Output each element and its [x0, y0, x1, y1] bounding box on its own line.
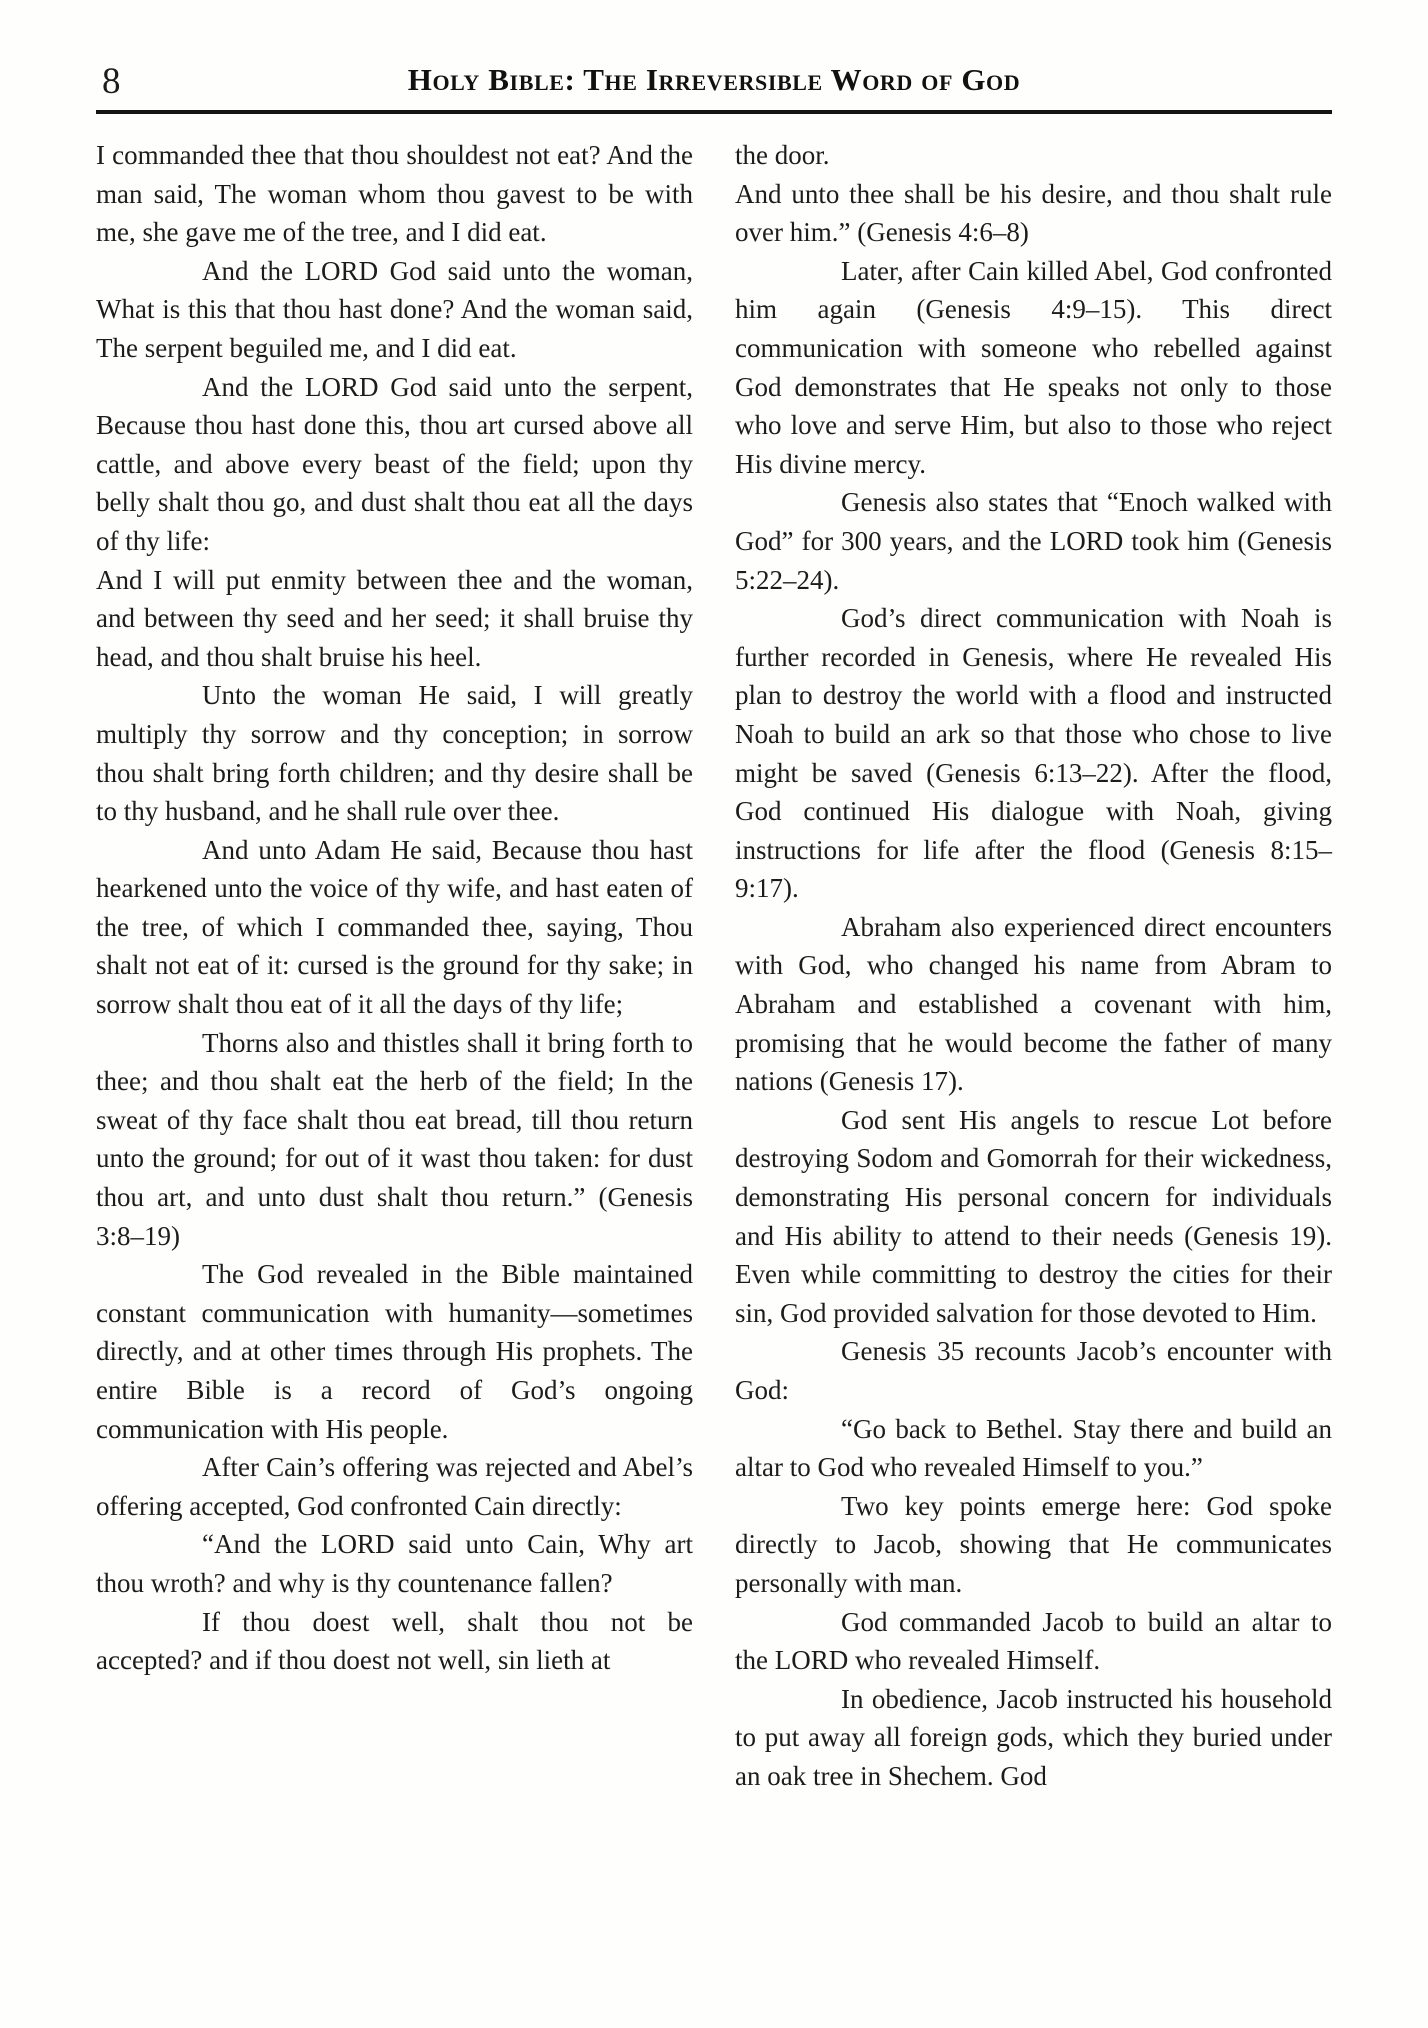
paragraph: God sent His angels to rescue Lot before destroying Sodom and Gomorrah for their wickedness, demonstrating His personal concern for individuals and His ability to attend to their needs (Genesis 19). Even while committing to destroy the cities for their sin, God provided salvation for those devoted to Him.: [735, 1104, 1332, 1328]
paragraph: God’s direct communication with Noah is further recorded in Genesis, where He revealed His plan to destroy the world with a flood and instructed Noah to build an ark so that those who chose to live might be saved (Genesis 6:13–22). After the flood, God continued His dialogue with Noah, giving instructions for life after the flood (Genesis 8:15–9:17).: [735, 603, 1332, 904]
paragraph: “Go back to Bethel. Stay there and build an altar to God who revealed Himself to you.”: [735, 1413, 1332, 1483]
paragraph: Genesis 35 recounts Jacob’s encounter with God:: [735, 1336, 1332, 1405]
paragraph: “And the LORD said unto Cain, Why art thou wroth? and why is thy countenance fallen?: [96, 1529, 693, 1598]
page-title: Holy Bible: The Irreversible Word of God: [407, 62, 1021, 97]
right-column: [735, 136, 1332, 1796]
paragraph: And unto Adam He said, Because thou hast hearkened unto the voice of thy wife, and hast eaten of the tree, of which I commanded thee, saying, Thou shalt not eat of it: cursed is the ground for thy sake; in sorrow shalt thou eat of it all the days of thy life;: [96, 834, 693, 1020]
paragraph: Two key points emerge here: God spoke directly to Jacob, showing that He communicates personally with man.: [735, 1490, 1332, 1598]
paragraph: the door.: [735, 140, 830, 170]
paragraph: And unto thee shall be his desire, and thou shalt rule over him.” (Genesis 4:6–8): [735, 178, 1332, 248]
left-column: [96, 136, 693, 1796]
text-columns: [96, 136, 1332, 1796]
paragraph: If thou doest well, shalt thou not be accepted? and if thou doest not well, sin lieth at: [96, 1606, 693, 1676]
header-rule: [96, 110, 1332, 114]
paragraph: And the LORD God said unto the serpent, Because thou hast done this, thou art cursed above all cattle, and above every beast of the field; upon thy belly shalt thou go, and dust shalt thou eat all the days of thy life:: [96, 371, 693, 556]
paragraph: Thorns also and thistles shall it bring forth to thee; and thou shalt eat the herb of the field; In the sweat of thy face shalt thou eat bread, till thou return unto the ground; for out of it wast thou taken: for dust thou art, and unto dust shalt thou return.” (Genesis 3:8–19): [96, 1027, 693, 1251]
paragraph: Unto the woman He said, I will greatly multiply thy sorrow and thy conception; in sorrow thou shalt bring forth children; and thy desire shall be to thy husband, and he shall rule over thee.: [96, 680, 693, 827]
paragraph: I commanded thee that thou shouldest not eat? And the man said, The woman whom thou gavest to be with me, she gave me of the tree, and I did eat.: [96, 140, 693, 248]
paragraph: After Cain’s offering was rejected and Abel’s offering accepted, God confronted Cain directly:: [96, 1452, 693, 1521]
paragraph: In obedience, Jacob instructed his household to put away all foreign gods, which they buried under an oak tree in Shechem. God: [735, 1683, 1332, 1791]
paragraph: Later, after Cain killed Abel, God confronted him again (Genesis 4:9–15). This direct communication with someone who rebelled against God demonstrates that He speaks not only to those who love and serve Him, but also to those who reject His divine mercy.: [735, 255, 1332, 479]
paragraph: Genesis also states that “Enoch walked with God” for 300 years, and the LORD took him (Genesis 5:22–24).: [735, 487, 1332, 595]
paragraph: The God revealed in the Bible maintained constant communication with humanity—sometimes directly, and at other times through His prophets. The entire Bible is a record of God’s ongoing communication with His people.: [96, 1259, 693, 1444]
paragraph: Abraham also experienced direct encounters with God, who changed his name from Abram to Abraham and established a covenant with him, promising that he would become the father of many nations (Genesis 17).: [735, 911, 1332, 1097]
page-header: [96, 48, 1332, 100]
paragraph: And I will put enmity between thee and the woman, and between thy seed and her seed; it shall bruise thy head, and thou shalt bruise his heel.: [96, 564, 693, 672]
paragraph: God commanded Jacob to build an altar to the LORD who revealed Himself.: [735, 1606, 1332, 1676]
page-number: 8: [102, 61, 121, 102]
paragraph: And the LORD God said unto the woman, What is this that thou hast done? And the woman said, The serpent beguiled me, and I did eat.: [96, 255, 693, 363]
